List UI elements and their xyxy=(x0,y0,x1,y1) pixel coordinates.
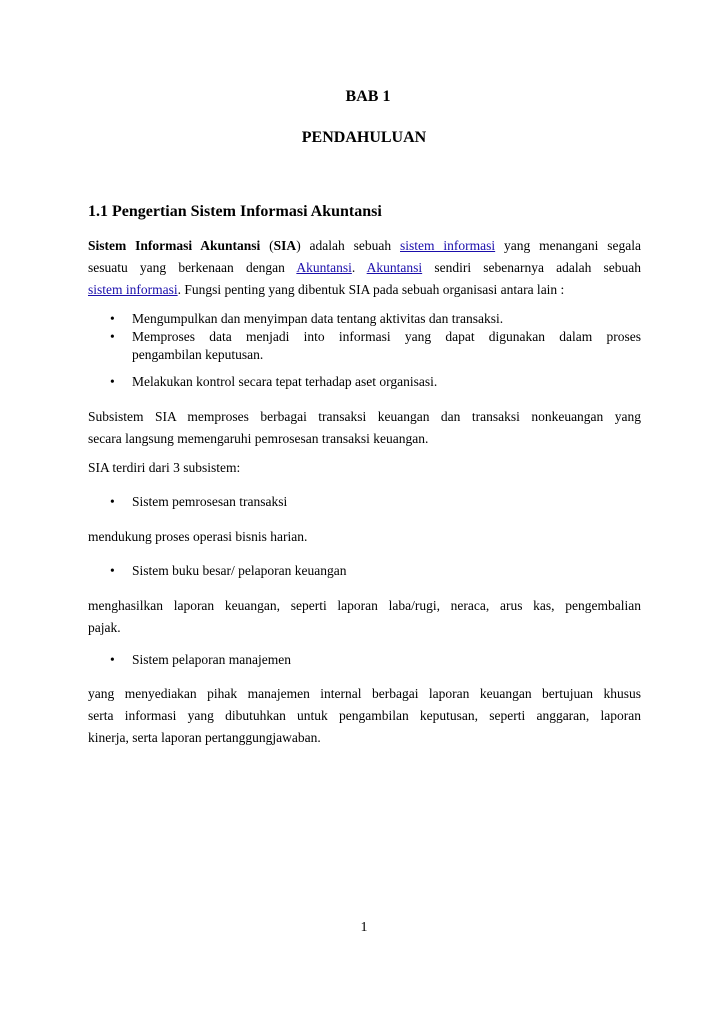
subsystem-desc-line: yang menyediakan pihak manajemen internal berbagai laporan keuangan bertujuan khusus xyxy=(88,686,641,701)
subsystem-desc-line: pajak. xyxy=(88,620,121,635)
intro-line-1 xyxy=(88,235,641,257)
abbr-bold: SIA xyxy=(273,238,297,253)
link-akuntansi-2[interactable]: Akuntansi xyxy=(366,260,423,275)
bullet-icon: • xyxy=(110,329,115,344)
subsystem-desc-line: kinerja, serta laporan pertanggungjawaban. xyxy=(88,730,321,745)
intro-text-1: ) adalah sebuah xyxy=(296,238,401,253)
function-text-continued: pengambilan keputusan. xyxy=(132,347,264,362)
subsystem-line-1: Subsistem SIA memproses berbagai transaksi keuangan dan transaksi nonkeuangan yang xyxy=(88,409,641,424)
intro-text-4: . xyxy=(351,260,367,275)
bullet-icon: • xyxy=(110,374,115,389)
section-heading: 1.1 Pengertian Sistem Informasi Akuntansi xyxy=(88,203,382,220)
subsystem-description xyxy=(88,595,641,639)
chapter-number: BAB 1 xyxy=(345,88,391,105)
link-sistem-informasi-1[interactable]: sistem informasi xyxy=(400,238,496,253)
chapter-title: PENDAHULUAN xyxy=(301,129,427,146)
subsystem-desc-line: mendukung proses operasi bisnis harian. xyxy=(88,529,308,544)
intro-text-5: sendiri sebenarnya adalah sebuah xyxy=(422,260,641,275)
link-akuntansi-1[interactable]: Akuntansi xyxy=(296,260,352,275)
subsystem-description xyxy=(88,683,641,749)
bullet-icon: • xyxy=(110,494,115,509)
subsystem-name: Sistem buku besar/ pelaporan keuangan xyxy=(132,563,347,578)
intro-text-6: . Fungsi penting yang dibentuk SIA pada sebuah organisasi antara lain : xyxy=(177,282,565,297)
subsystem-name: Sistem pemrosesan transaksi xyxy=(132,494,288,509)
subsystem-intro-text: SIA terdiri dari 3 subsistem: xyxy=(88,460,241,475)
bullet-icon: • xyxy=(110,563,115,578)
intro-text-3: sesuatu yang berkenaan dengan xyxy=(88,260,297,275)
intro-line-3 xyxy=(88,279,641,301)
function-text: Melakukan kontrol secara tepat terhadap aset organisasi. xyxy=(132,374,438,389)
intro-text-2: yang menangani segala xyxy=(495,238,641,253)
bullet-icon: • xyxy=(110,652,115,667)
subsystem-description xyxy=(88,526,641,548)
function-text: Memproses data menjadi into informasi yang dapat digunakan dalam proses xyxy=(132,329,641,344)
subsystem-name: Sistem pelaporan manajemen xyxy=(132,652,291,667)
function-text: Mengumpulkan dan menyimpan data tentang aktivitas dan transaksi. xyxy=(132,311,504,326)
term-bold: Sistem Informasi Akuntansi xyxy=(88,238,261,253)
subsystem-paragraph xyxy=(88,406,641,450)
link-sistem-informasi-2[interactable]: sistem informasi xyxy=(88,282,178,297)
abbr-open: ( xyxy=(260,238,274,253)
bullet-icon: • xyxy=(110,311,115,326)
intro-line-2 xyxy=(88,257,641,279)
subsystem-line-2: secara langsung memengaruhi pemrosesan transaksi keuangan. xyxy=(88,431,429,446)
subsystem-intro xyxy=(88,457,641,479)
subsystem-desc-line: menghasilkan laporan keuangan, seperti laporan laba/rugi, neraca, arus kas, pengembalian xyxy=(88,598,641,613)
intro-paragraph xyxy=(88,235,641,301)
page-number: 1 xyxy=(360,920,368,935)
subsystem-desc-line: serta informasi yang dibutuhkan untuk pengambilan keputusan, seperti anggaran, laporan xyxy=(88,708,641,723)
